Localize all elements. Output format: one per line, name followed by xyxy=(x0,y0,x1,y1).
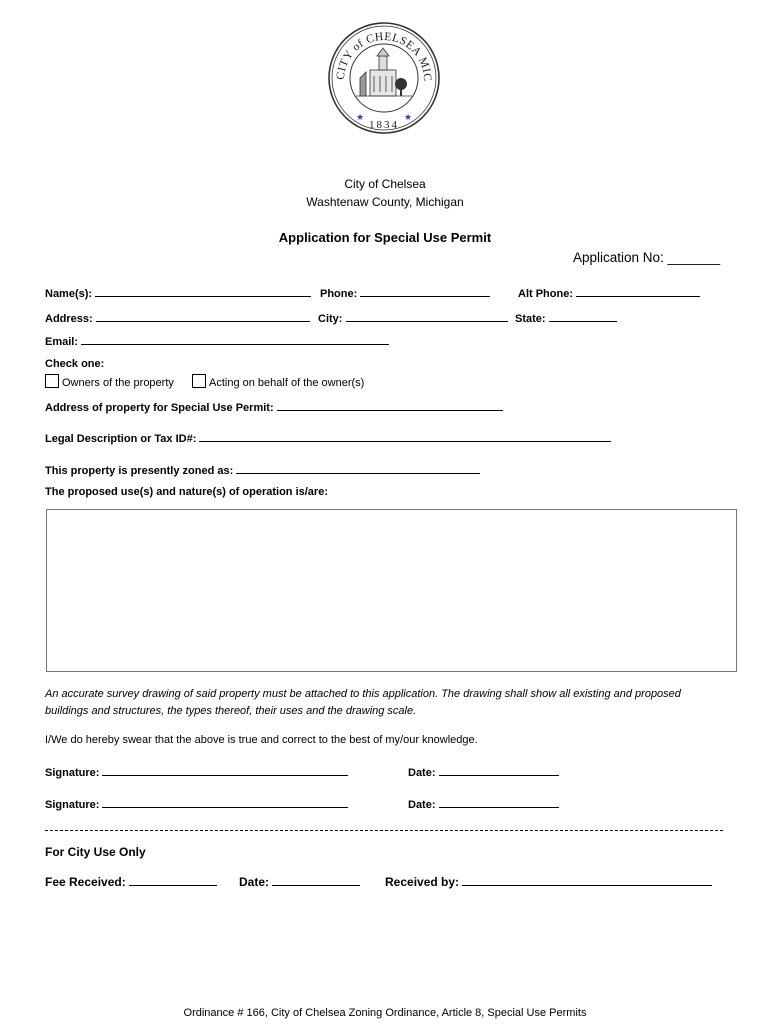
city-label: City: xyxy=(318,313,343,325)
signature-label: Signature: xyxy=(45,767,100,779)
fee-received-label: Fee Received: xyxy=(45,875,126,889)
legal-description-field[interactable] xyxy=(199,431,611,442)
address-label: Address: xyxy=(45,313,93,325)
owners-checkbox[interactable] xyxy=(45,374,59,388)
survey-note-line2: buildings and structures, the types thereof, their uses and the drawing scale. xyxy=(45,705,417,717)
received-by-label: Received by: xyxy=(385,875,460,889)
signature-field-2[interactable] xyxy=(102,797,348,808)
alt-phone-field[interactable] xyxy=(576,286,700,297)
star-icon: ★ xyxy=(404,112,413,122)
city-use-date-field[interactable] xyxy=(272,875,360,886)
property-address-field[interactable] xyxy=(277,400,503,411)
fee-received-field[interactable] xyxy=(129,875,217,886)
names-field[interactable] xyxy=(95,286,311,297)
seal-year: 1834 xyxy=(369,119,399,131)
proposed-use-textarea[interactable] xyxy=(46,509,737,672)
signature-date-label: Date: xyxy=(408,799,436,811)
city-seal xyxy=(326,18,442,138)
behalf-checkbox[interactable] xyxy=(192,374,206,388)
star-icon: ★ xyxy=(356,112,365,122)
received-by-field[interactable] xyxy=(462,875,712,886)
page-title: Application for Special Use Permit xyxy=(278,230,492,245)
city-name: City of Chelsea xyxy=(344,177,426,191)
divider xyxy=(45,830,723,831)
survey-note-line1: An accurate survey drawing of said property must be attached to this application. The drawing shall show all existing and proposed xyxy=(45,688,681,700)
owners-option-label: Owners of the property xyxy=(62,377,174,389)
property-address-label: Address of property for Special Use Permit: xyxy=(45,402,274,414)
phone-label: Phone: xyxy=(320,288,358,300)
seal-ring-text: CITY of CHELSEA MIC xyxy=(334,30,434,82)
signature-label: Signature: xyxy=(45,799,100,811)
application-number: Application No: _______ xyxy=(573,250,721,265)
state-label: State: xyxy=(515,313,546,325)
signature-date-field-2[interactable] xyxy=(439,797,559,808)
signature-date-field[interactable] xyxy=(439,765,559,776)
proposed-use-label: The proposed use(s) and nature(s) of operation is/are: xyxy=(45,486,328,498)
email-field[interactable] xyxy=(81,334,389,345)
signature-date-label: Date: xyxy=(408,767,436,779)
zoned-label: This property is presently zoned as: xyxy=(45,465,234,477)
email-label: Email: xyxy=(45,336,79,348)
address-field[interactable] xyxy=(96,311,310,322)
city-use-heading: For City Use Only xyxy=(45,845,146,859)
signature-field[interactable] xyxy=(102,765,348,776)
city-field[interactable] xyxy=(346,311,508,322)
legal-description-label: Legal Description or Tax ID#: xyxy=(45,433,197,445)
county-name: Washtenaw County, Michigan xyxy=(306,195,464,209)
zoned-field[interactable] xyxy=(236,463,480,474)
alt-phone-label: Alt Phone: xyxy=(518,288,573,300)
state-field[interactable] xyxy=(549,311,617,322)
swear-statement: I/We do hereby swear that the above is true and correct to the best of my/our knowledge. xyxy=(45,734,478,746)
names-label: Name(s): xyxy=(45,288,93,300)
phone-field[interactable] xyxy=(360,286,490,297)
check-one-label: Check one: xyxy=(45,358,105,370)
city-use-date-label: Date: xyxy=(239,875,270,889)
footer-ordinance: Ordinance # 166, City of Chelsea Zoning Ordinance, Article 8, Special Use Permits xyxy=(183,1007,587,1019)
behalf-option-label: Acting on behalf of the owner(s) xyxy=(209,377,365,389)
